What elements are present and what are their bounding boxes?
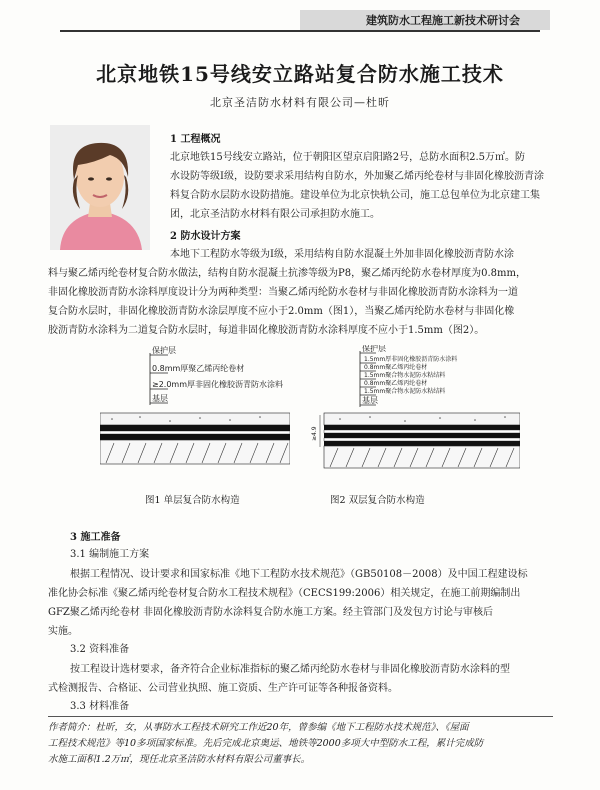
section2-line: 料与聚乙烯丙纶卷材复合防水做法，结构自防水混凝土抗渗等级为P8，聚乙烯丙纶防水卷材厚度为0.8mm，: [48, 268, 526, 279]
article-byline: 北京圣洁防水材料有限公司—杜昕: [210, 96, 390, 109]
figure1-caption: 图1 单层复合防水构造: [145, 495, 240, 506]
section1-line: 水设防等级Ⅰ级，设防要求采用结构自防水，外加聚乙烯丙纶卷材与非固化橡胶沥青涂: [170, 171, 544, 182]
section2-body: [48, 245, 560, 340]
section1-heading: 1 工程概况: [170, 134, 221, 145]
header-rule: [60, 30, 540, 32]
section3-1-line: 实施。: [48, 626, 78, 637]
section3-2-line: 式检测报告、合格证、公司营业执照、施工资质、生产许可证等各种报备资料。: [48, 683, 398, 694]
section2-line: 本地下工程防水等级为Ⅰ级，采用结构自防水混凝土外加非固化橡胶沥青防水涂: [170, 249, 514, 260]
section3-2-body: [48, 660, 560, 698]
fig2-label: 1.5mm聚合物水泥防水粘结料: [364, 372, 446, 379]
figure1-diagram: [100, 345, 290, 480]
author-note: [48, 720, 558, 768]
fig1-label: 保护层: [152, 346, 176, 355]
fig2-label: 1.5mm聚合物水泥防水粘结料: [364, 388, 446, 395]
section3-heading: 3 施工准备: [70, 532, 121, 543]
fig2-dimension: ≥4.9: [311, 426, 318, 441]
fig1-label: ≥2.0mm厚非固化橡胶沥青防水涂料: [152, 380, 284, 389]
section3-1-body: [48, 565, 560, 641]
section1-line: 北京地铁15号线安立路站，位于朝阳区望京启阳路2号，总防水面积2.5万㎡。防: [170, 152, 525, 163]
author-note-line: 工程技术规范》等10多项国家标准。先后完成北京奥运、地铁等2000多项大中型防水工程，累计完成防: [48, 738, 484, 749]
fig2-label: 1.5mm厚非固化橡胶沥青防水涂料: [364, 356, 458, 363]
section3-3-heading: 3.3 材料准备: [70, 701, 130, 712]
figure2-diagram: [310, 345, 520, 480]
section3-1-heading: 3.1 编制施工方案: [70, 549, 150, 560]
fig1-label: 基层: [152, 394, 168, 403]
section2-heading: 2 防水设计方案: [170, 231, 241, 242]
author-portrait-icon: [50, 125, 150, 250]
section1-body: [170, 148, 560, 224]
section1-line: 团，北京圣洁防水材料有限公司承担防水施工。: [170, 209, 380, 220]
footnote-rule: [48, 716, 553, 717]
section1-line: 料复合防水层防水设防措施。建设单位为北京快轨公司，施工总包单位为北京建工集: [170, 190, 540, 201]
author-note-line: 水施工面积1.2万㎡，现任北京圣洁防水材料有限公司董事长。: [48, 754, 311, 765]
fig1-label: 0.8mm厚聚乙烯丙纶卷材: [152, 364, 245, 373]
section2-line: 胶沥青防水涂料为二道复合防水层时，每道非固化橡胶沥青防水涂料厚度不应小于1.5mm（图2）。: [48, 325, 485, 336]
author-note-line: 作者简介：杜昕，女，从事防水工程技术研究工作近20年，曾参编《地下工程防水技术规范》、《屋面: [48, 722, 469, 733]
fig2-label: 0.8mm聚乙烯丙纶卷材: [364, 364, 428, 371]
fig2-label: 0.8mm聚乙烯丙纶卷材: [364, 380, 428, 387]
section3-1-line: 准化协会标准《聚乙烯丙纶卷材复合防水工程技术规程》（CECS199:2006）相关规定，在施工前期编制出: [48, 588, 521, 599]
journal-header: 建筑防水工程施工新技术研讨会: [366, 14, 520, 27]
section3-1-line: 根据工程情况、设计要求和国家标准《地下工程防水技术规范》（GB50108－2008）及中国工程建设标: [70, 569, 528, 580]
section2-line: 非固化橡胶沥青防水涂料厚度设计分为两种类型：当聚乙烯丙纶防水卷材与非固化橡胶沥青防水涂料为一道: [48, 287, 518, 298]
figure2-caption: 图2 双层复合防水构造: [330, 495, 425, 506]
section2-line: 复合防水层时，非固化橡胶沥青防水涂层厚度不应小于2.0mm（图1），当聚乙烯丙纶防水卷材与非固化橡: [48, 306, 515, 317]
article-title: 北京地铁15号线安立路站复合防水施工技术: [96, 62, 504, 86]
author-photo: [50, 125, 150, 250]
fig2-label: 保护层: [362, 345, 386, 353]
fig2-label: 基层: [362, 396, 378, 405]
section3-2-heading: 3.2 资料准备: [70, 644, 130, 655]
section3-1-line: GFZ聚乙烯丙纶卷材 非固化橡胶沥青防水涂料复合防水施工方案。经主管部门及发包方讨论与审核后: [48, 607, 494, 618]
section3-2-line: 按工程设计选材要求，备齐符合企业标准指标的聚乙烯丙纶防水卷材与非固化橡胶沥青防水涂料的型: [70, 664, 510, 675]
